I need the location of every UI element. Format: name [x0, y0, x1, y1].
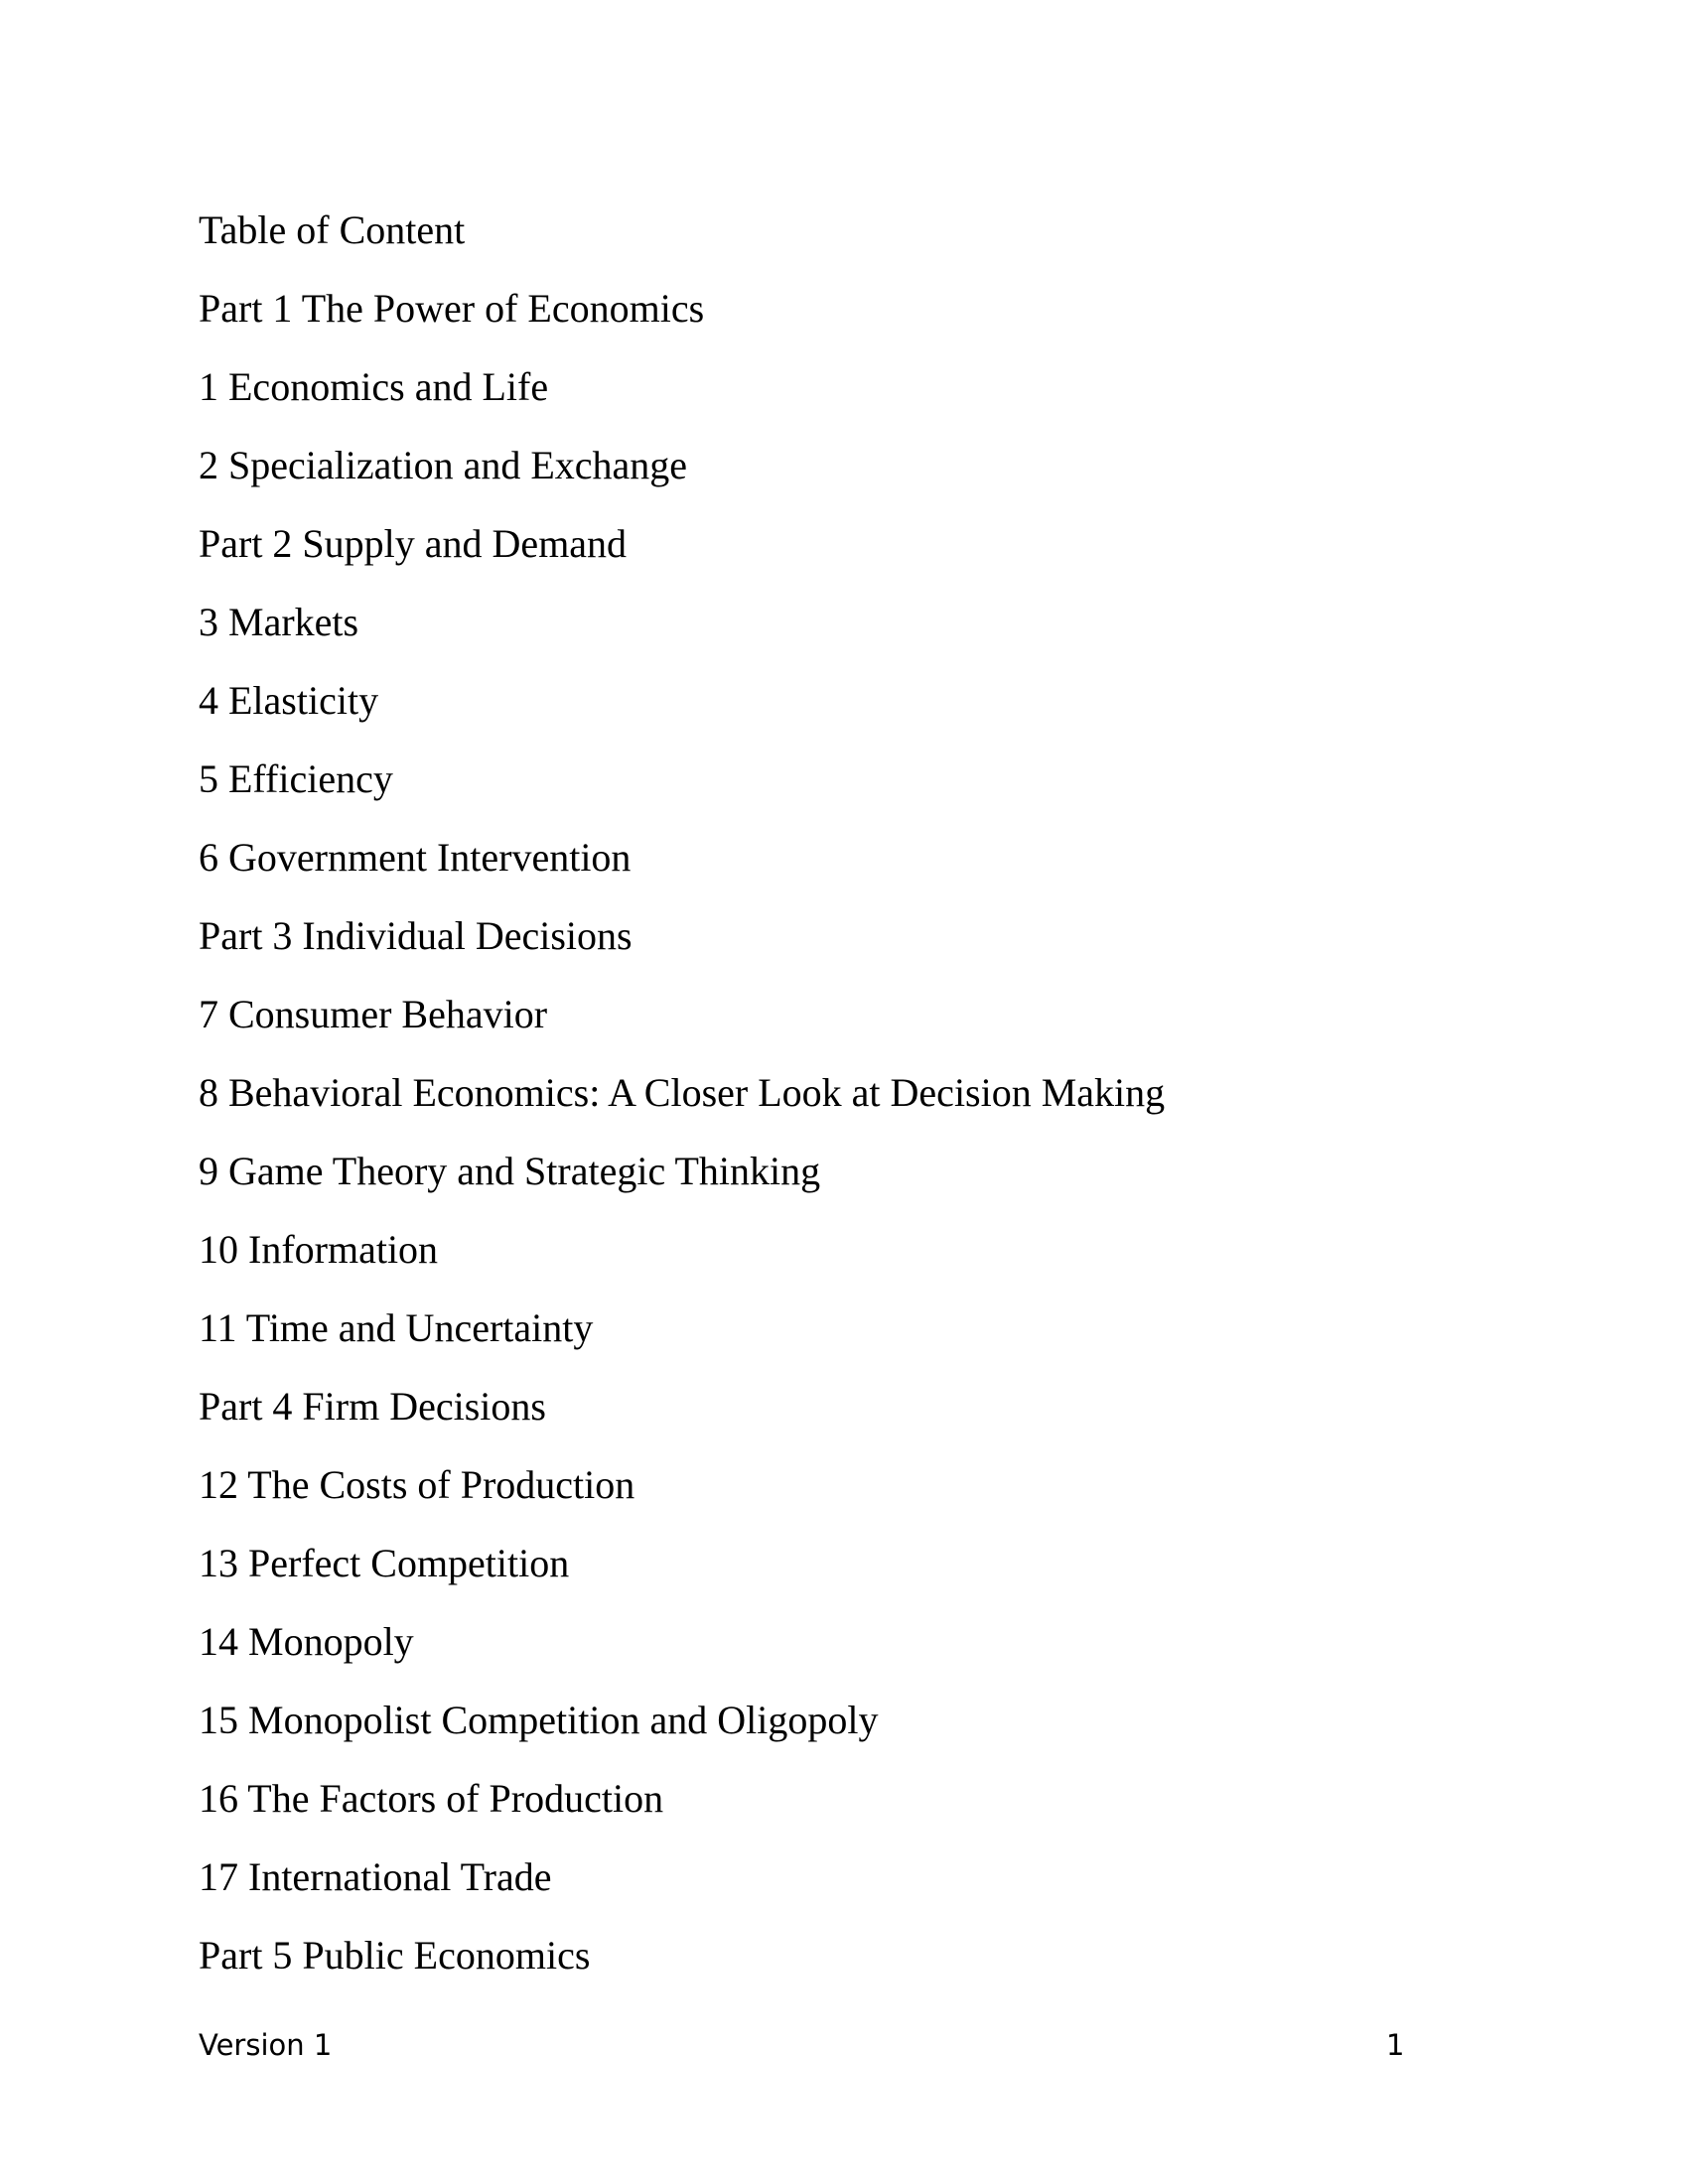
- toc-entry-chapter-10: 10 Information: [199, 1227, 439, 1272]
- toc-entry-part-2: Part 2 Supply and Demand: [199, 521, 628, 566]
- toc-entry-chapter-7: 7 Consumer Behavior: [199, 992, 548, 1036]
- toc-entry-part-4: Part 4 Firm Decisions: [199, 1384, 546, 1429]
- toc-heading: Table of Content: [199, 207, 466, 252]
- toc-entry-chapter-4: 4 Elasticity: [199, 678, 379, 723]
- toc-entry-part-3: Part 3 Individual Decisions: [199, 913, 633, 958]
- toc-entry-chapter-13: 13 Perfect Competition: [199, 1541, 570, 1585]
- toc-entry-chapter-11: 11 Time and Uncertainty: [199, 1305, 594, 1350]
- toc-entry-chapter-16: 16 The Factors of Production: [199, 1776, 664, 1821]
- toc-entry-chapter-8: 8 Behavioral Economics: A Closer Look at Decision Making: [199, 1070, 1166, 1115]
- toc-entry-chapter-12: 12 The Costs of Production: [199, 1462, 635, 1507]
- toc-entry-chapter-6: 6 Government Intervention: [199, 835, 632, 880]
- toc-entry-chapter-1: 1 Economics and Life: [199, 364, 549, 409]
- toc-entry-chapter-5: 5 Efficiency: [199, 756, 393, 801]
- table-of-contents: [199, 191, 1165, 1994]
- footer-page-number: 1: [1386, 2028, 1405, 2062]
- toc-entry-chapter-14: 14 Monopoly: [199, 1619, 414, 1664]
- toc-entry-chapter-9: 9 Game Theory and Strategic Thinking: [199, 1149, 821, 1193]
- toc-entry-part-1: Part 1 The Power of Economics: [199, 286, 705, 331]
- toc-entry-chapter-2: 2 Specialization and Exchange: [199, 443, 688, 487]
- toc-entry-chapter-3: 3 Markets: [199, 600, 359, 644]
- toc-entry-part-5: Part 5 Public Economics: [199, 1933, 591, 1978]
- footer-version: Version 1: [199, 2028, 333, 2062]
- toc-entry-chapter-15: 15 Monopolist Competition and Oligopoly: [199, 1698, 879, 1742]
- toc-entry-chapter-17: 17 International Trade: [199, 1854, 552, 1899]
